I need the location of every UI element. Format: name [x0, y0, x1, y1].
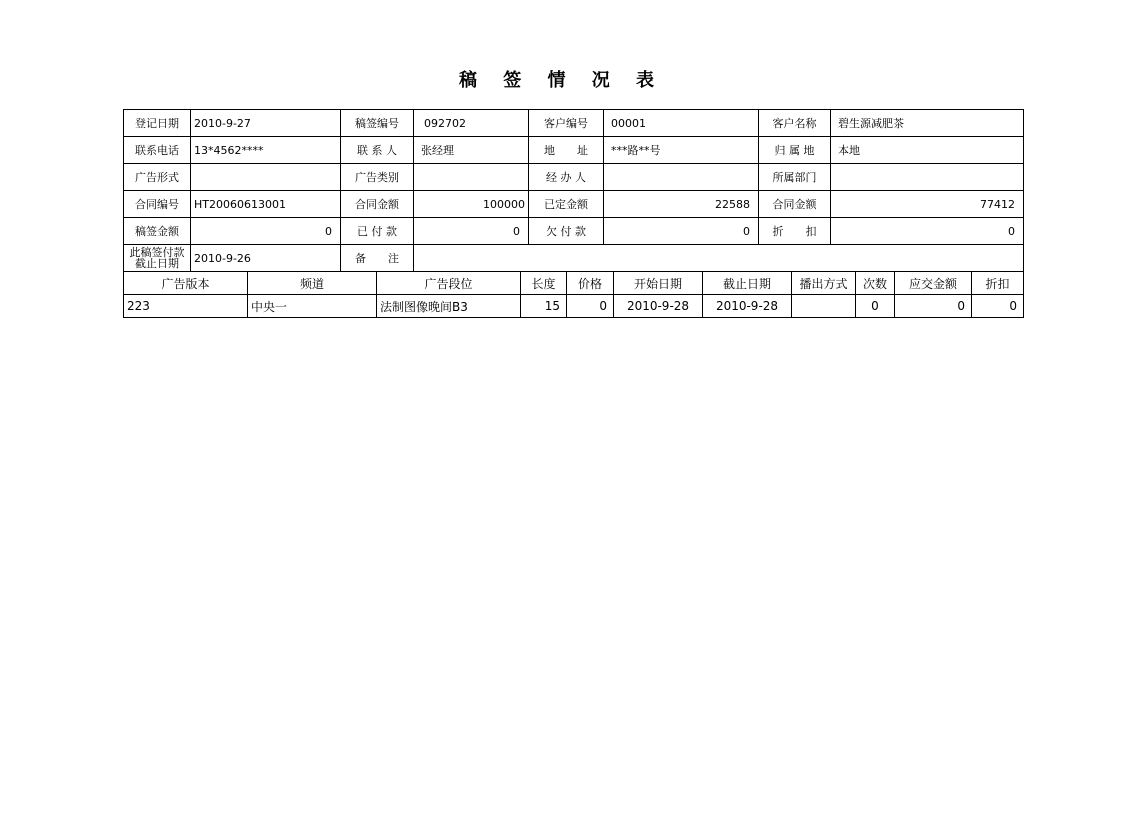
fixed-amount-value: 22588 — [604, 191, 759, 218]
column-header: 广告段位 — [377, 272, 521, 295]
client-name-label: 客户名称 — [759, 110, 831, 137]
client-no-value: 00001 — [604, 110, 759, 137]
paid-value: 0 — [414, 218, 529, 245]
column-header: 广告版本 — [124, 272, 248, 295]
channel-cell: 中央一 — [248, 295, 377, 318]
contract-no-value: HT20060613001 — [191, 191, 341, 218]
paid-label: 已 付 款 — [341, 218, 414, 245]
count-cell: 0 — [856, 295, 895, 318]
contract-amount-2-value: 77412 — [831, 191, 1024, 218]
column-header: 开始日期 — [614, 272, 703, 295]
reg-date-label: 登记日期 — [124, 110, 191, 137]
info-table — [123, 109, 1024, 272]
dept-value — [831, 164, 1024, 191]
column-header: 价格 — [567, 272, 614, 295]
client-name-value: 碧生源减肥茶 — [831, 110, 1024, 137]
phone-label: 联系电话 — [124, 137, 191, 164]
ad-type-value — [414, 164, 529, 191]
deadline-label — [124, 245, 191, 272]
contract-amount-2-label: 合同金额 — [759, 191, 831, 218]
discount-cell: 0 — [972, 295, 1024, 318]
info-row — [124, 164, 1024, 191]
contact-label: 联 系 人 — [341, 137, 414, 164]
doc-amount-value: 0 — [191, 218, 341, 245]
contract-amount-value: 100000 — [414, 191, 529, 218]
address-label: 地 址 — [529, 137, 604, 164]
client-no-label: 客户编号 — [529, 110, 604, 137]
page-title: 稿 签 情 况 表 — [458, 70, 665, 91]
dept-label: 所属部门 — [759, 164, 831, 191]
table-header-row — [124, 272, 1024, 295]
fixed-amount-label: 已定金额 — [529, 191, 604, 218]
start-date-cell: 2010-9-28 — [614, 295, 703, 318]
info-row — [124, 137, 1024, 164]
column-header: 长度 — [521, 272, 567, 295]
remark-value — [414, 245, 1024, 272]
info-row — [124, 110, 1024, 137]
price-cell: 0 — [567, 295, 614, 318]
info-row — [124, 245, 1024, 272]
address-value: ***路**号 — [604, 137, 759, 164]
discount-label: 折 扣 — [759, 218, 831, 245]
handler-value — [604, 164, 759, 191]
discount-value: 0 — [831, 218, 1024, 245]
phone-value: 13*4562**** — [191, 137, 341, 164]
ad-form-label: 广告形式 — [124, 164, 191, 191]
column-header: 频道 — [248, 272, 377, 295]
handler-label: 经 办 人 — [529, 164, 604, 191]
contract-amount-label: 合同金额 — [341, 191, 414, 218]
column-header: 折扣 — [972, 272, 1024, 295]
column-header: 应交金额 — [895, 272, 972, 295]
table-row — [124, 295, 1024, 318]
column-header: 截止日期 — [703, 272, 792, 295]
owed-label: 欠 付 款 — [529, 218, 604, 245]
ad-version-cell: 223 — [124, 295, 248, 318]
doc-no-value: 092702 — [414, 110, 529, 137]
info-row — [124, 191, 1024, 218]
deadline-label-line2: 截止日期 — [135, 257, 179, 270]
column-header: 次数 — [856, 272, 895, 295]
reg-date-value: 2010-9-27 — [191, 110, 341, 137]
contact-value: 张经理 — [414, 137, 529, 164]
info-row — [124, 218, 1024, 245]
owed-value: 0 — [604, 218, 759, 245]
doc-amount-label: 稿签金额 — [124, 218, 191, 245]
region-label: 归 属 地 — [759, 137, 831, 164]
doc-no-label: 稿签编号 — [341, 110, 414, 137]
length-cell: 15 — [521, 295, 567, 318]
end-date-cell: 2010-9-28 — [703, 295, 792, 318]
contract-no-label: 合同编号 — [124, 191, 191, 218]
deadline-value: 2010-9-26 — [191, 245, 341, 272]
region-value: 本地 — [831, 137, 1024, 164]
column-header: 播出方式 — [792, 272, 856, 295]
ad-form-value — [191, 164, 341, 191]
ad-schedule-table — [123, 271, 1024, 318]
deadline-label-line1: 此稿签付款 — [129, 246, 185, 259]
ad-slot-cell: 法制图像晚间B3 — [377, 295, 521, 318]
amount-due-cell: 0 — [895, 295, 972, 318]
broadcast-mode-cell — [792, 295, 856, 318]
ad-type-label: 广告类别 — [341, 164, 414, 191]
remark-label: 备 注 — [341, 245, 414, 272]
